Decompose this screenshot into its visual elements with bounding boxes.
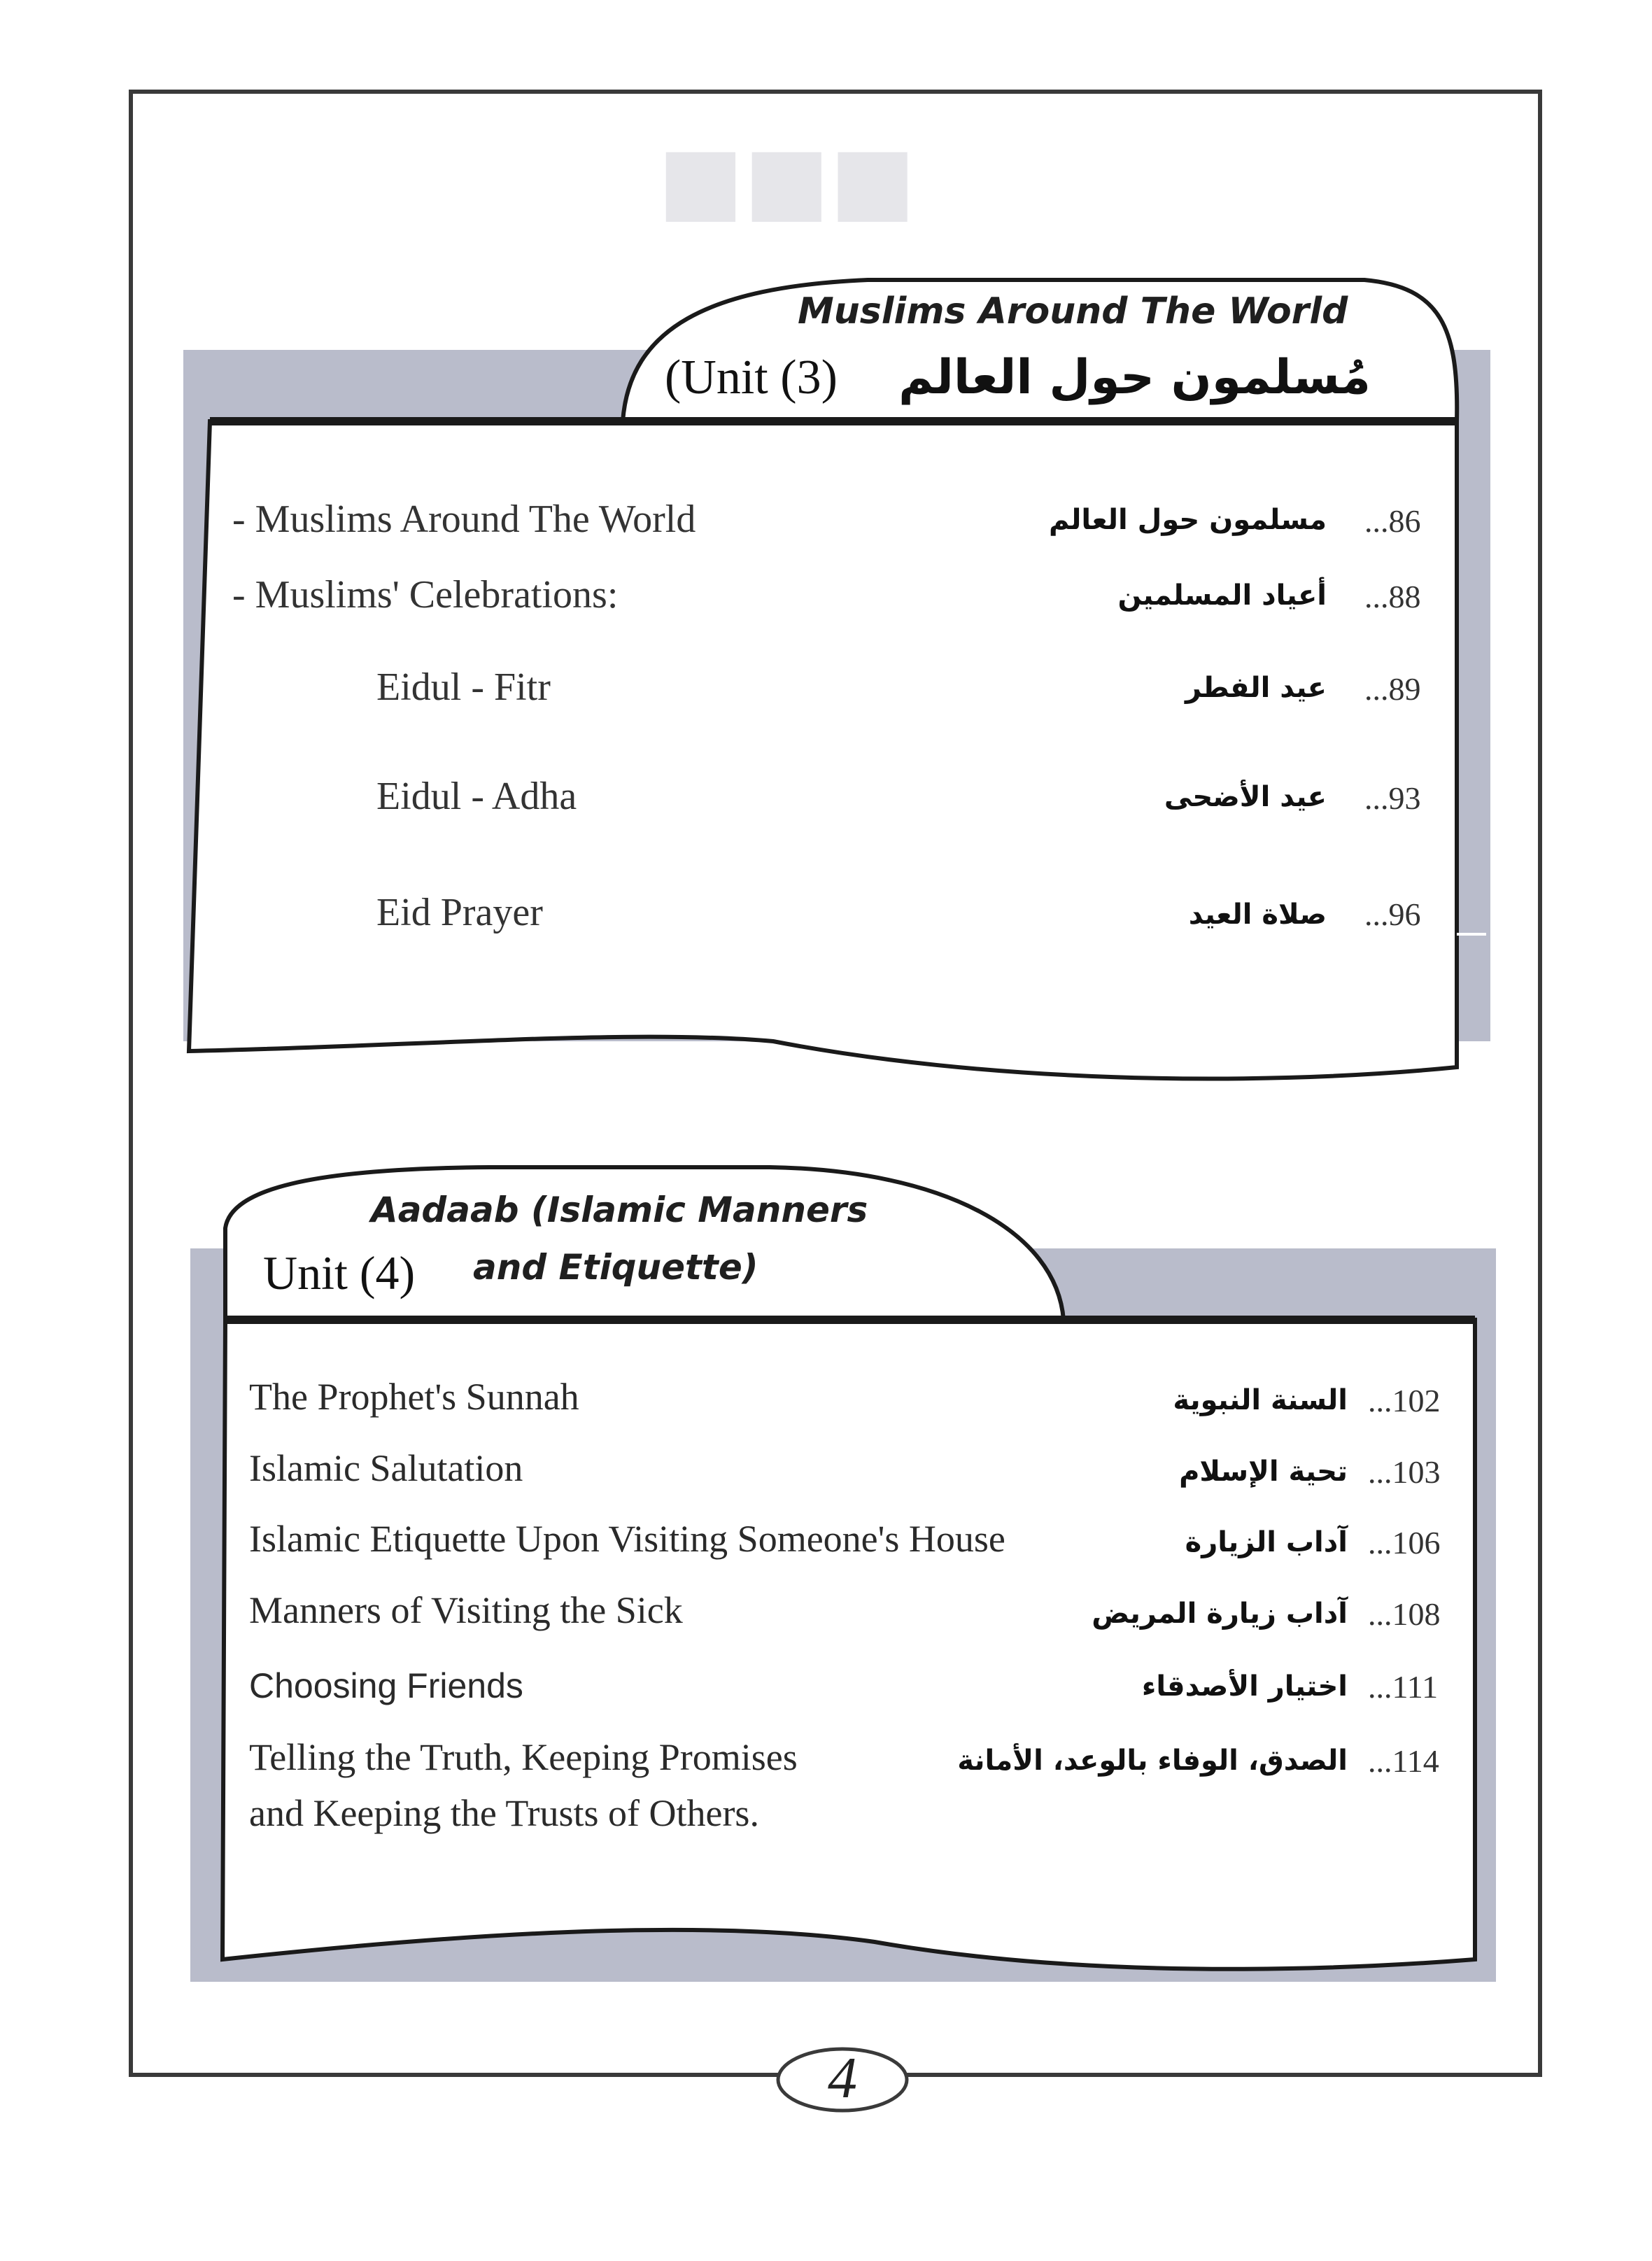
unit3-title-arabic: مُسلمون حول العالم: [898, 350, 1371, 405]
list-item-arabic: عيد الأضحى: [1164, 781, 1327, 813]
list-item-title: Telling the Truth, Keeping Promises: [249, 1736, 798, 1778]
list-item-page: ...103: [1368, 1454, 1441, 1490]
list-item-title: - Muslims Around The World: [232, 498, 696, 541]
list-item-arabic: اختيار الأصدقاء: [1141, 1670, 1348, 1703]
list-item-title: - Muslims' Celebrations:: [232, 573, 619, 617]
list-item-title: The Prophet's Sunnah: [249, 1376, 579, 1418]
list-item-arabic: تحية الإسلام: [1179, 1456, 1348, 1488]
list-item-arabic: آداب زيارة المريض: [1092, 1598, 1348, 1630]
list-item-title: Choosing Friends: [249, 1666, 523, 1705]
list-item-title: Eidul - Fitr: [376, 665, 551, 709]
list-item-page: ...89: [1364, 671, 1421, 707]
list-item-arabic: أعياد المسلمين: [1117, 579, 1327, 612]
list-item-page: ...86: [1364, 503, 1421, 539]
list-item-page: ...108: [1368, 1596, 1441, 1632]
list-item-page: ...88: [1364, 579, 1421, 614]
list-item-arabic: صلاة العيد: [1188, 899, 1327, 931]
list-item-arabic: عيد الفطر: [1185, 672, 1327, 704]
list-item-title: Islamic Salutation: [249, 1447, 523, 1489]
list-item-page: ...111: [1368, 1669, 1439, 1705]
list-item-page: ...96: [1364, 896, 1421, 932]
list-item-title: Islamic Etiquette Upon Visiting Someone's House: [249, 1518, 1005, 1560]
unit3-label: (Unit (3): [665, 351, 838, 404]
list-item-title: Eidul - Adha: [376, 775, 577, 818]
list-item-title-continued: and Keeping the Trusts of Others.: [249, 1792, 759, 1834]
list-item-arabic: آداب الزيارة: [1185, 1526, 1348, 1558]
unit3-title: Muslims Around The World: [798, 290, 1348, 332]
bleed-through-decoration: ■■■: [658, 126, 916, 232]
list-item-title: Eid Prayer: [376, 891, 543, 934]
unit4-label: Unit (4): [263, 1246, 416, 1299]
list-item-arabic: السنة النبوية: [1173, 1384, 1348, 1416]
list-item-page: ...93: [1364, 780, 1421, 816]
unit4-title-line1: Aadaab (Islamic Manners: [371, 1190, 868, 1230]
list-item-page: ...102: [1368, 1383, 1441, 1418]
list-item-page: ...106: [1368, 1525, 1441, 1561]
page-number: 4: [828, 2045, 857, 2111]
unit4-title-line2: and Etiquette): [473, 1247, 758, 1288]
list-item-title: Manners of Visiting the Sick: [249, 1589, 683, 1631]
list-item-page: ...114: [1368, 1743, 1439, 1779]
list-item-arabic: الصدق، الوفاء بالوعد، الأمانة: [957, 1745, 1348, 1777]
list-item-arabic: مسلمون حول العالم: [1048, 504, 1327, 536]
